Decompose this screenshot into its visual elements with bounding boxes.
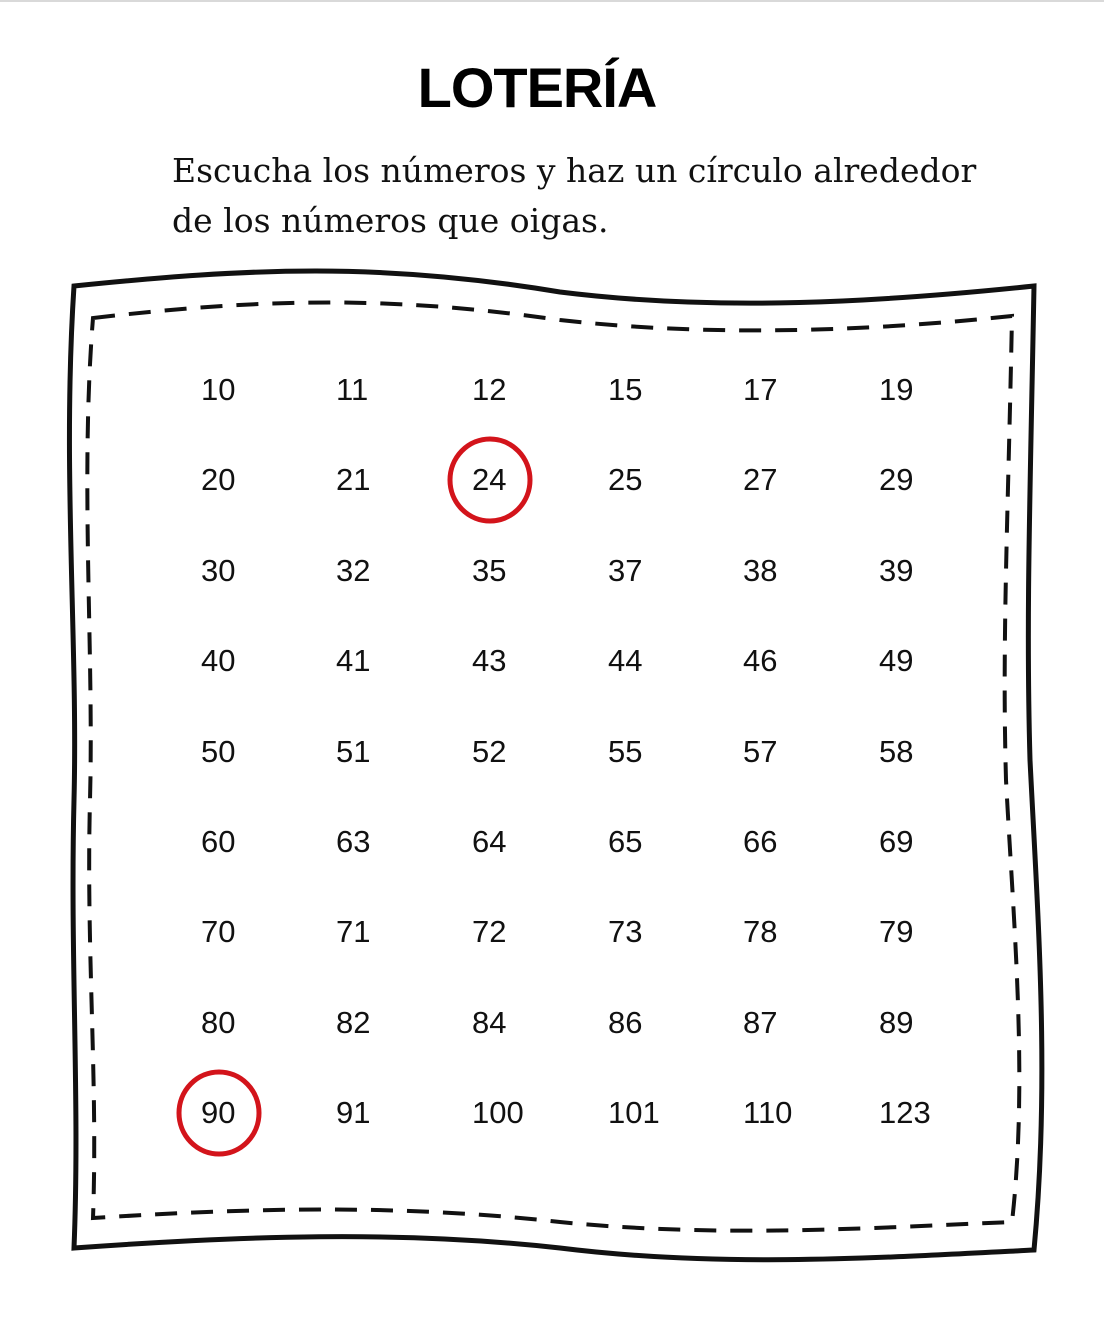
number-cell[interactable] bbox=[201, 802, 321, 882]
number-cell[interactable] bbox=[608, 1073, 728, 1153]
number-cell[interactable] bbox=[608, 621, 728, 701]
number-label: 30 bbox=[201, 552, 236, 588]
number-cell[interactable] bbox=[743, 440, 863, 520]
number-label: 29 bbox=[879, 462, 914, 498]
number-label: 46 bbox=[743, 643, 778, 679]
number-label: 71 bbox=[336, 914, 371, 950]
number-label: 123 bbox=[879, 1095, 931, 1131]
number-cell[interactable] bbox=[879, 892, 999, 972]
number-label: 40 bbox=[201, 643, 236, 679]
number-label: 84 bbox=[472, 1004, 507, 1040]
number-cell[interactable] bbox=[336, 1073, 456, 1153]
number-label: 21 bbox=[336, 462, 371, 498]
number-label: 89 bbox=[879, 1004, 914, 1040]
number-cell[interactable] bbox=[879, 440, 999, 520]
number-cell[interactable] bbox=[336, 621, 456, 701]
number-label: 70 bbox=[201, 914, 236, 950]
number-label: 15 bbox=[608, 372, 643, 407]
number-cell[interactable] bbox=[879, 712, 999, 792]
number-label: 69 bbox=[879, 824, 914, 859]
number-label: 72 bbox=[472, 914, 507, 950]
number-cell[interactable] bbox=[201, 892, 321, 972]
number-label: 27 bbox=[743, 462, 778, 498]
number-cell[interactable] bbox=[472, 531, 592, 611]
number-label: 32 bbox=[336, 552, 371, 588]
number-cell[interactable] bbox=[743, 1073, 863, 1153]
number-cell[interactable] bbox=[472, 712, 592, 792]
number-cell[interactable] bbox=[879, 621, 999, 701]
number-label: 11 bbox=[336, 372, 369, 407]
number-label: 66 bbox=[743, 824, 778, 859]
instructions-line-2: de los números que oigas. bbox=[172, 201, 609, 240]
number-cell[interactable] bbox=[472, 350, 592, 430]
number-cell[interactable] bbox=[608, 531, 728, 611]
number-cell[interactable] bbox=[608, 983, 728, 1063]
number-cell[interactable] bbox=[201, 983, 321, 1063]
number-label: 51 bbox=[336, 733, 371, 769]
number-cell[interactable] bbox=[608, 350, 728, 430]
number-cell[interactable] bbox=[472, 621, 592, 701]
number-cell[interactable] bbox=[336, 350, 456, 430]
number-label: 110 bbox=[743, 1095, 793, 1131]
number-label: 35 bbox=[472, 552, 507, 588]
number-label: 87 bbox=[743, 1004, 778, 1040]
number-label: 44 bbox=[608, 643, 643, 679]
number-label: 24 bbox=[472, 462, 507, 498]
number-cell[interactable] bbox=[743, 712, 863, 792]
number-cell[interactable] bbox=[201, 712, 321, 792]
number-label: 58 bbox=[879, 733, 914, 769]
number-cell[interactable] bbox=[743, 531, 863, 611]
number-label: 19 bbox=[879, 372, 914, 407]
number-cell[interactable] bbox=[743, 350, 863, 430]
number-cell[interactable] bbox=[201, 1073, 321, 1153]
number-label: 82 bbox=[336, 1004, 371, 1040]
number-cell[interactable] bbox=[608, 712, 728, 792]
number-label: 78 bbox=[743, 914, 778, 950]
instructions-line-1: Escucha los números y haz un círculo alrededor bbox=[172, 151, 977, 190]
number-label: 91 bbox=[336, 1095, 371, 1131]
number-cell[interactable] bbox=[879, 350, 999, 430]
page-title: LOTERÍA bbox=[417, 56, 657, 119]
number-label: 25 bbox=[608, 462, 643, 498]
number-label: 80 bbox=[201, 1004, 236, 1040]
number-cell[interactable] bbox=[879, 1073, 999, 1153]
number-cell[interactable] bbox=[201, 621, 321, 701]
number-label: 55 bbox=[608, 733, 643, 769]
number-label: 73 bbox=[608, 914, 643, 950]
number-label: 17 bbox=[743, 372, 778, 407]
number-cell[interactable] bbox=[336, 712, 456, 792]
number-cell[interactable] bbox=[879, 802, 999, 882]
number-cell[interactable] bbox=[472, 983, 592, 1063]
number-cell[interactable] bbox=[336, 983, 456, 1063]
number-label: 79 bbox=[879, 914, 914, 950]
number-cell[interactable] bbox=[608, 802, 728, 882]
number-cell[interactable] bbox=[336, 531, 456, 611]
number-label: 100 bbox=[472, 1095, 524, 1131]
number-cell[interactable] bbox=[472, 440, 592, 520]
number-cell[interactable] bbox=[472, 802, 592, 882]
number-label: 49 bbox=[879, 643, 914, 679]
number-label: 52 bbox=[472, 733, 507, 769]
number-cell[interactable] bbox=[336, 802, 456, 882]
number-cell[interactable] bbox=[201, 440, 321, 520]
number-label: 86 bbox=[608, 1004, 643, 1040]
number-label: 43 bbox=[472, 643, 507, 679]
number-cell[interactable] bbox=[879, 983, 999, 1063]
number-label: 10 bbox=[201, 372, 236, 407]
number-label: 20 bbox=[201, 462, 236, 498]
number-cell[interactable] bbox=[608, 892, 728, 972]
number-label: 12 bbox=[472, 372, 507, 407]
number-cell[interactable] bbox=[336, 892, 456, 972]
number-label: 101 bbox=[608, 1095, 660, 1131]
number-label: 64 bbox=[472, 824, 507, 859]
number-label: 63 bbox=[336, 824, 371, 859]
number-label: 57 bbox=[743, 733, 778, 769]
number-cell[interactable] bbox=[879, 531, 999, 611]
number-cell[interactable] bbox=[201, 531, 321, 611]
number-label: 41 bbox=[336, 643, 371, 679]
number-cell[interactable] bbox=[743, 802, 863, 882]
number-cell[interactable] bbox=[472, 1073, 592, 1153]
number-label: 38 bbox=[743, 552, 778, 588]
number-label: 50 bbox=[201, 733, 236, 769]
number-cell[interactable] bbox=[608, 440, 728, 520]
number-cell[interactable] bbox=[743, 621, 863, 701]
number-label: 39 bbox=[879, 552, 914, 588]
number-label: 37 bbox=[608, 552, 643, 588]
number-cell[interactable] bbox=[743, 983, 863, 1063]
number-cell[interactable] bbox=[472, 892, 592, 972]
number-cell[interactable] bbox=[336, 440, 456, 520]
number-cell[interactable] bbox=[201, 350, 321, 430]
number-cell[interactable] bbox=[743, 892, 863, 972]
number-label: 90 bbox=[201, 1095, 236, 1131]
number-label: 60 bbox=[201, 824, 236, 859]
number-label: 65 bbox=[608, 824, 643, 859]
